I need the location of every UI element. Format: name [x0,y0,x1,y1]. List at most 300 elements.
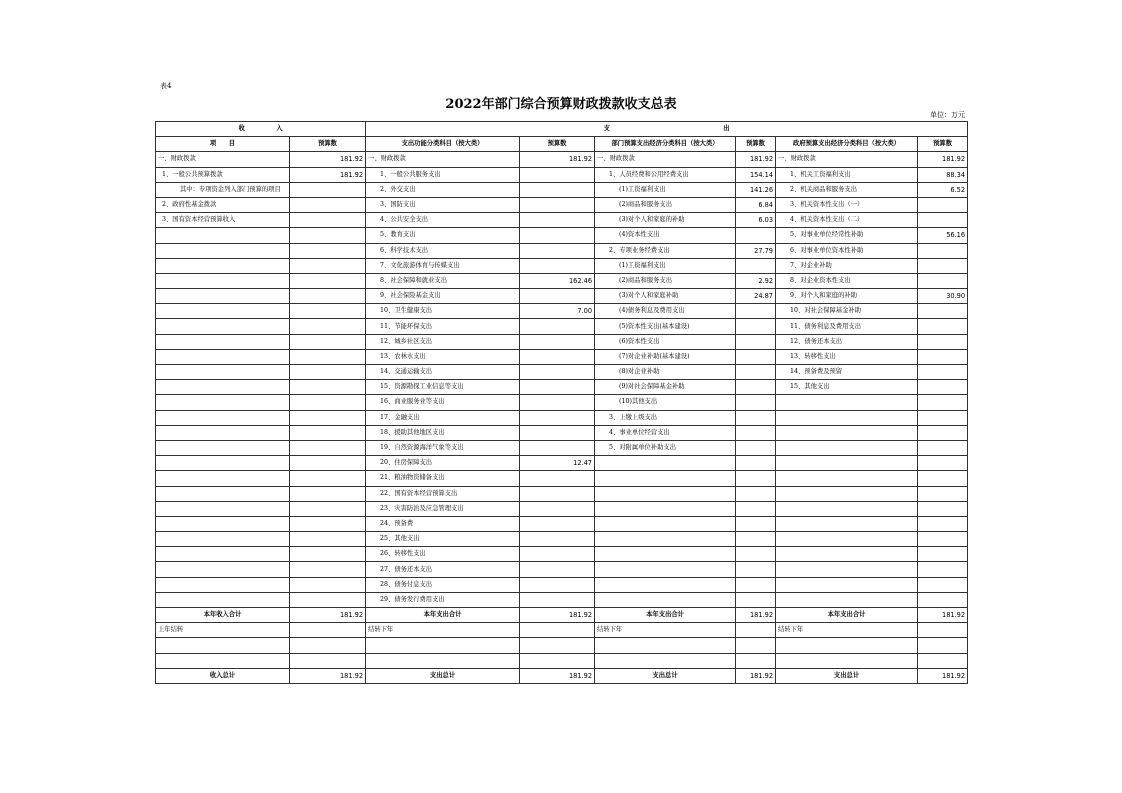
item-cell: 12、债务还本支出 [776,334,918,349]
budget-cell [918,304,968,319]
budget-cell [290,486,366,501]
budget-cell [918,349,968,364]
budget-cell [520,516,595,531]
budget-cell: 181.92 [918,668,968,683]
budget-header: 预算数 [918,137,968,152]
budget-cell [736,258,776,273]
item-cell [156,532,290,547]
item-cell: 4、公共安全支出 [366,213,520,228]
budget-cell [736,228,776,243]
table-row [156,319,968,334]
budget-cell: 181.92 [918,608,968,623]
item-cell: 13、农林水支出 [366,349,520,364]
empty-cell [520,653,595,668]
budget-cell [520,486,595,501]
item-cell [156,380,290,395]
item-cell: 5、教育支出 [366,228,520,243]
budget-cell [736,365,776,380]
budget-cell: 181.92 [290,152,366,167]
expense-header: 支 出 [366,122,968,137]
item-cell: 5、对事业单位经常性补助 [776,228,918,243]
empty-cell [156,638,290,653]
budget-cell [290,334,366,349]
budget-cell [290,577,366,592]
item-cell: 6、科学技术支出 [366,243,520,258]
table-label: 表4 [160,82,172,90]
budget-cell [520,182,595,197]
table-row [156,213,968,228]
empty-cell [595,638,736,653]
budget-cell [918,562,968,577]
budget-cell [918,197,968,212]
item-cell [156,547,290,562]
item-cell: 2、机关商品和服务支出 [776,182,918,197]
budget-cell [520,228,595,243]
budget-cell [520,380,595,395]
table-row [156,516,968,531]
budget-cell [736,395,776,410]
item-cell [156,365,290,380]
subheader-row [156,137,968,152]
item-cell: 本年收入合计 [156,608,290,623]
item-cell: 本年支出合计 [366,608,520,623]
table-row [156,182,968,197]
budget-cell [918,516,968,531]
item-cell [156,334,290,349]
table-row [156,532,968,547]
item-header: 项 目 [156,137,290,152]
budget-cell [736,304,776,319]
budget-cell [290,592,366,607]
item-cell [156,258,290,273]
item-cell [156,425,290,440]
item-cell [776,395,918,410]
budget-cell [918,501,968,516]
budget-cell: 181.92 [520,152,595,167]
budget-cell [520,349,595,364]
table-row [156,273,968,288]
item-cell: 2、外交支出 [366,182,520,197]
item-cell [156,289,290,304]
item-cell: 1、一般公共预算拨款 [156,167,290,182]
budget-cell [290,623,366,638]
item-cell: 一、财政拨款 [156,152,290,167]
item-cell: (6)资本性支出 [595,334,736,349]
table-row [156,395,968,410]
budget-cell [520,167,595,182]
item-cell [776,577,918,592]
item-cell: 12、城乡社区支出 [366,334,520,349]
budget-cell: 6.84 [736,197,776,212]
item-cell: 支出总计 [595,668,736,683]
budget-cell [290,258,366,273]
item-cell [776,592,918,607]
income-header: 收 入 [156,122,366,137]
budget-cell [736,349,776,364]
item-cell: 3、国防支出 [366,197,520,212]
item-cell [156,395,290,410]
item-cell: 支出总计 [776,668,918,683]
carry-row [156,623,968,638]
budget-cell: 12.47 [520,456,595,471]
item-cell [595,592,736,607]
budget-cell [520,410,595,425]
empty-cell [736,653,776,668]
item-cell: 1、机关工资福利支出 [776,167,918,182]
budget-cell [520,623,595,638]
item-cell: 本年支出合计 [595,608,736,623]
table-row [156,425,968,440]
budget-cell: 181.92 [290,668,366,683]
item-cell: 5、对附属单位补助支出 [595,440,736,455]
item-cell: 结转下年 [595,623,736,638]
year-total-row [156,608,968,623]
budget-cell [736,592,776,607]
blank-row [156,638,968,653]
item-cell [776,532,918,547]
budget-cell [918,486,968,501]
item-cell: 9、对个人和家庭的补助 [776,289,918,304]
budget-cell [290,380,366,395]
budget-cell [918,213,968,228]
budget-cell [290,501,366,516]
budget-cell [290,349,366,364]
item-cell [156,319,290,334]
item-cell: 16、商业服务业等支出 [366,395,520,410]
table-row [156,289,968,304]
item-cell: 1、一般公共服务支出 [366,167,520,182]
budget-header: 预算数 [736,137,776,152]
budget-cell [736,425,776,440]
budget-cell [520,501,595,516]
budget-cell: 6.03 [736,213,776,228]
table-row [156,456,968,471]
item-cell: 26、转移性支出 [366,547,520,562]
table-row [156,592,968,607]
item-cell [156,501,290,516]
table-row [156,410,968,425]
budget-cell [290,228,366,243]
budget-cell [520,471,595,486]
budget-cell: 30.90 [918,289,968,304]
item-cell: 4、事业单位经营支出 [595,425,736,440]
item-cell: 其中：专项资金列入部门预算的项目 [156,182,290,197]
budget-cell [520,562,595,577]
budget-cell [918,532,968,547]
budget-cell: 88.34 [918,167,968,182]
item-cell [156,592,290,607]
budget-cell: 27.79 [736,243,776,258]
item-cell: 17、金融支出 [366,410,520,425]
budget-cell [918,395,968,410]
item-cell: 支出总计 [366,668,520,683]
budget-cell: 181.92 [736,152,776,167]
item-cell: (4)资本性支出 [595,228,736,243]
budget-summary-table [155,121,968,684]
item-cell: 6、对事业单位资本性补助 [776,243,918,258]
item-cell [776,547,918,562]
empty-cell [366,638,520,653]
table-row [156,471,968,486]
budget-cell [736,334,776,349]
table-row [156,380,968,395]
empty-cell [918,638,968,653]
item-cell: 一、财政拨款 [366,152,520,167]
table-row [156,152,968,167]
item-cell: 2、政府性基金拨款 [156,197,290,212]
table-row [156,334,968,349]
budget-cell [290,562,366,577]
item-cell: 1、人员经费和公用经费支出 [595,167,736,182]
budget-cell [290,410,366,425]
budget-cell [918,471,968,486]
budget-cell [520,197,595,212]
item-cell [595,532,736,547]
budget-cell [736,319,776,334]
item-cell: 15、其他支出 [776,380,918,395]
table-row [156,228,968,243]
budget-cell [290,395,366,410]
item-cell: 结转下年 [776,623,918,638]
table-row [156,243,968,258]
budget-cell [918,273,968,288]
budget-cell [736,410,776,425]
budget-cell [736,516,776,531]
item-cell: (10)其他支出 [595,395,736,410]
item-cell: 24、预备费 [366,516,520,531]
item-cell [776,456,918,471]
budget-cell [290,440,366,455]
item-cell: 11、债务利息及费用支出 [776,319,918,334]
item-cell: (2)商品和服务支出 [595,197,736,212]
budget-cell: 7.00 [520,304,595,319]
page-title: 2022年部门综合预算财政拨款收支总表 [445,97,677,112]
item-cell [156,516,290,531]
blank-row [156,653,968,668]
item-cell [156,349,290,364]
item-cell: (1)工资福利支出 [595,182,736,197]
budget-cell [520,592,595,607]
item-cell [156,228,290,243]
budget-cell [918,623,968,638]
item-cell: 19、自然资源海洋气象等支出 [366,440,520,455]
item-cell: 4、机关资本性支出（二） [776,213,918,228]
budget-cell [918,334,968,349]
budget-cell [736,562,776,577]
item-cell: 结转下年 [366,623,520,638]
item-cell: 本年支出合计 [776,608,918,623]
budget-cell [290,547,366,562]
budget-cell: 24.87 [736,289,776,304]
item-cell: 21、粮油物资储备支出 [366,471,520,486]
budget-cell [520,425,595,440]
budget-cell: 141.26 [736,182,776,197]
table-row [156,547,968,562]
budget-cell [520,258,595,273]
budget-cell [736,440,776,455]
table-row [156,501,968,516]
budget-cell [736,456,776,471]
grand-total-row [156,668,968,683]
empty-cell [366,653,520,668]
budget-cell [520,532,595,547]
budget-cell [520,334,595,349]
item-cell: 一、财政拨款 [595,152,736,167]
item-cell [156,486,290,501]
item-cell [776,516,918,531]
budget-cell [736,532,776,547]
item-cell: (3)对个人和家庭补助 [595,289,736,304]
budget-cell [918,410,968,425]
budget-cell: 56.16 [918,228,968,243]
item-cell: 7、文化旅游体育与传媒支出 [366,258,520,273]
budget-cell: 181.92 [290,167,366,182]
budget-cell [520,319,595,334]
item-cell: (1)工资福利支出 [595,258,736,273]
budget-cell: 154.14 [736,167,776,182]
item-cell [595,471,736,486]
budget-cell [290,456,366,471]
budget-cell [520,577,595,592]
budget-cell: 181.92 [736,668,776,683]
budget-cell [736,501,776,516]
budget-cell [290,319,366,334]
table-row [156,562,968,577]
empty-cell [156,653,290,668]
budget-cell: 6.52 [918,182,968,197]
budget-cell [918,456,968,471]
budget-cell [290,289,366,304]
budget-cell: 162.46 [520,273,595,288]
budget-cell: 181.92 [520,608,595,623]
item-cell: (4)债务利息及费用支出 [595,304,736,319]
header-row [156,122,968,137]
budget-cell [290,532,366,547]
item-cell [595,456,736,471]
budget-cell [918,319,968,334]
budget-cell [736,547,776,562]
budget-cell [918,258,968,273]
budget-cell [918,365,968,380]
item-cell: 收入总计 [156,668,290,683]
item-cell: 22、国有资本经营预算支出 [366,486,520,501]
item-cell: 14、交通运输支出 [366,365,520,380]
item-cell: 3、上缴上级支出 [595,410,736,425]
budget-cell [520,395,595,410]
gov-header: 政府预算支出经济分类科目（按大类） [776,137,918,152]
budget-cell [290,304,366,319]
item-cell: (3)对个人和家庭的补助 [595,213,736,228]
budget-cell [290,365,366,380]
item-cell: (5)资本性支出(基本建设) [595,319,736,334]
budget-cell [520,365,595,380]
budget-cell [520,547,595,562]
item-cell: 10、对社会保障基金补助 [776,304,918,319]
item-cell: 23、灾害防治及应急管理支出 [366,501,520,516]
item-cell [776,562,918,577]
budget-cell [290,213,366,228]
item-cell: (9)对社会保障基金补助 [595,380,736,395]
item-cell [156,243,290,258]
dept-header: 部门预算支出经济分类科目（按大类） [595,137,736,152]
unit-label: 单位：万元 [930,111,965,119]
item-cell: (8)对企业补助 [595,365,736,380]
budget-cell [918,440,968,455]
budget-cell: 181.92 [290,608,366,623]
item-cell: 11、节能环保支出 [366,319,520,334]
budget-cell [290,516,366,531]
empty-cell [290,653,366,668]
budget-cell [520,289,595,304]
item-cell: (7)对企业补助(基本建设) [595,349,736,364]
budget-cell [290,273,366,288]
table-row [156,197,968,212]
item-cell [156,577,290,592]
budget-cell: 2.92 [736,273,776,288]
budget-cell [736,577,776,592]
budget-cell: 181.92 [736,608,776,623]
budget-cell [736,486,776,501]
item-cell [595,486,736,501]
table-row [156,258,968,273]
item-cell [776,471,918,486]
item-cell [595,516,736,531]
item-cell [156,471,290,486]
item-cell: 9、社会保险基金支出 [366,289,520,304]
item-cell: 29、债务发行费用支出 [366,592,520,607]
empty-cell [736,638,776,653]
empty-cell [776,653,918,668]
table-row [156,349,968,364]
item-cell [156,273,290,288]
item-cell [776,501,918,516]
budget-cell [918,577,968,592]
table-row [156,577,968,592]
item-cell: 27、债务还本支出 [366,562,520,577]
item-cell [156,304,290,319]
item-cell: 3、国有资本经营预算收入 [156,213,290,228]
item-cell [156,456,290,471]
empty-cell [918,653,968,668]
budget-cell: 181.92 [520,668,595,683]
empty-cell [520,638,595,653]
item-cell: 14、预备费及预留 [776,365,918,380]
item-cell [776,425,918,440]
budget-cell [520,213,595,228]
item-cell: 25、其他支出 [366,532,520,547]
table-row [156,167,968,182]
item-cell [776,440,918,455]
budget-cell [290,471,366,486]
item-cell: 20、住房保障支出 [366,456,520,471]
item-cell: (2)商品和服务支出 [595,273,736,288]
budget-cell [736,471,776,486]
budget-cell [520,440,595,455]
item-cell: 8、社会保障和就业支出 [366,273,520,288]
budget-cell [918,547,968,562]
budget-cell [736,380,776,395]
item-cell: 10、卫生健康支出 [366,304,520,319]
item-cell [156,562,290,577]
budget-cell [918,243,968,258]
budget-cell [918,425,968,440]
budget-cell: 181.92 [918,152,968,167]
item-cell: 28、债务付息支出 [366,577,520,592]
item-cell [595,562,736,577]
item-cell [595,501,736,516]
empty-cell [595,653,736,668]
item-cell: 3、机关资本性支出（一） [776,197,918,212]
